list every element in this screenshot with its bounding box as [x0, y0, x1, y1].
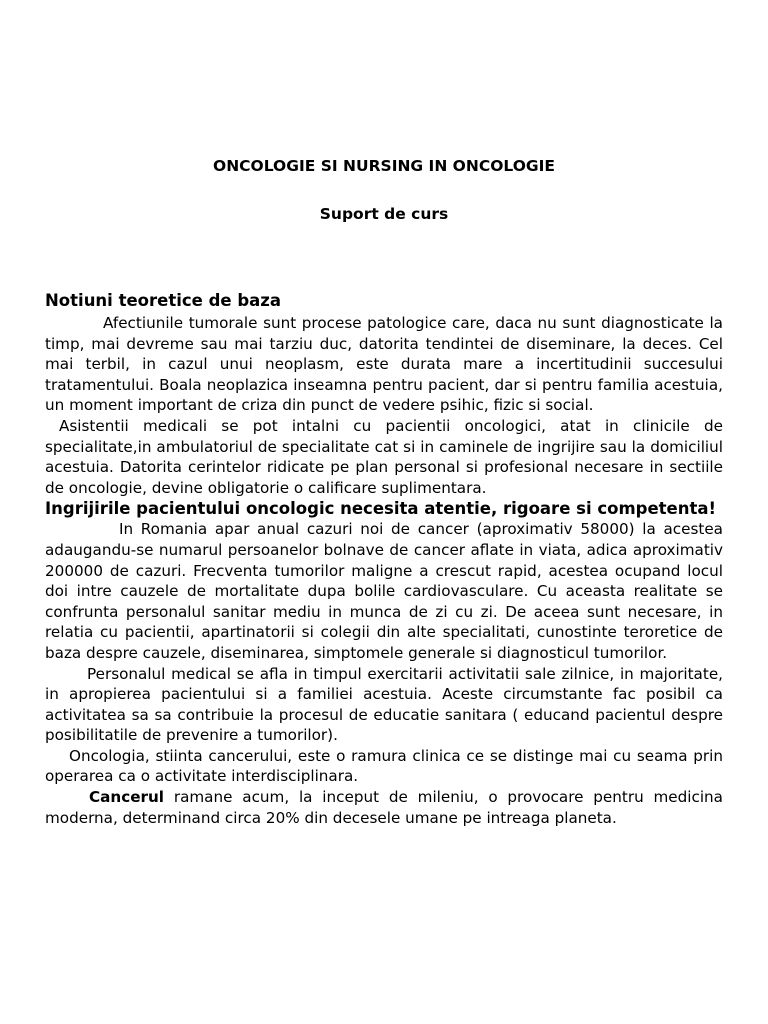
document-body — [45, 313, 723, 828]
paragraph-6-bold-term: Cancerul — [89, 788, 165, 807]
paragraph-1: Afectiunile tumorale sunt procese patologice care, daca nu sunt diagnosticate la timp, mai devreme sau mai tarziu duc, datorita tendintei de diseminare, la deces. Cel mai terbil, in cazul unui neoplasm, este durata mare a incertitudinii succesului tratamentului. Boala neoplazica inseamna pentru pacient, dar si pentru familia acestuia, un moment important de criza din punct de vedere psihic, fizic si social. — [45, 314, 723, 415]
paragraph-5: Oncologia, stiinta cancerului, este o ramura clinica ce se distinge mai cu seama prin operarea ca o activitate interdisciplinara. — [45, 746, 723, 786]
paragraph-4: Personalul medical se afla in timpul exercitarii activitatii sale zilnice, in majoritate, in apropierea pacientului si a familiei acestuia. Aceste circumstante fac posibil ca activitatea sa sa contribuie la procesul de educatie sanitara ( educand pacientul despre posibilitatile de prevenire a tumorilor). — [45, 664, 723, 745]
paragraph-6 — [45, 787, 723, 828]
paragraph-3: In Romania apar anual cazuri noi de cancer (aproximativ 58000) la acestea adaugandu-se numarul persoanelor bolnave de cancer aflate in viata, adica aproximativ 200000 de cazuri. Frecventa tumorilor maligne a crescut rapid, acestea ocupand locul doi intre cauzele de mortalitate dupa bolile cardiovasculare. Cu aceasta realitate se confrunta personalul sanitar mediu in munca de zi cu zi. De aceea sunt necesare, in relatia cu pacientii, apartinatorii si colegii din alte specialitati, cunostinte teroretice de baza despre cauzele, diseminarea, simptomele generale si diagnosticul tumorilor. — [45, 520, 723, 662]
paragraph-2: Asistentii medicali se pot intalni cu pacientii oncologici, atat in clinicile de specialitate,in ambulatoriul de specialitate cat si in caminele de ingrijire sau la domiciliul acestuia. Datorita cerintelor ridicate pe plan personal si profesional necesare in sectiile de oncologie, devine obligatorie o calificare suplimentara. — [45, 416, 723, 497]
document-subtitle: Suport de curs — [319, 205, 449, 223]
document-title: ONCOLOGIE SI NURSING IN ONCOLOGIE — [213, 157, 555, 175]
section-heading: Notiuni teoretice de baza — [45, 291, 282, 310]
bold-statement: Ingrijirile pacientului oncologic necesita atentie, rigoare si competenta! — [45, 499, 717, 519]
paragraph-6-text: ramane acum, la inceput de mileniu, o provocare pentru medicina moderna, determinand circa 20% din decesele umane pe intreaga planeta. — [45, 788, 723, 827]
